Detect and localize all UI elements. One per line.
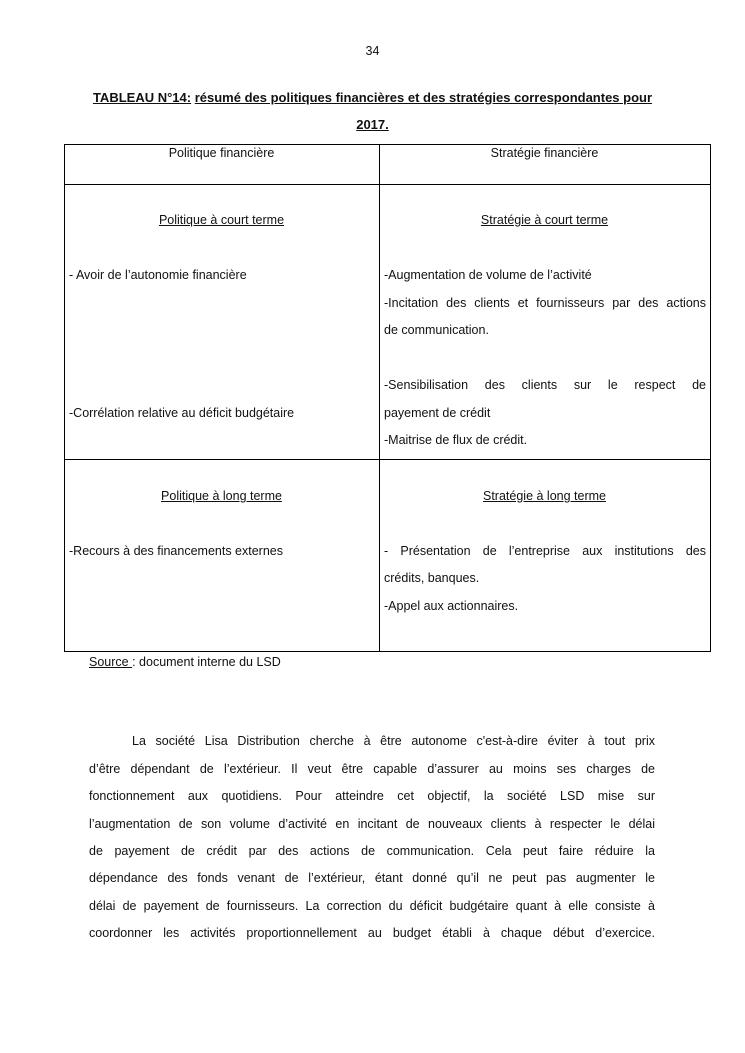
short-term-strategy-line: -Incitation des clients et fournisseurs par des actions	[384, 296, 706, 310]
table-title-label: TABLEAU N°14:	[92, 90, 192, 105]
table-title-year: 2017.	[356, 117, 389, 132]
short-term-policy-heading: Politique à court terme	[158, 213, 285, 227]
short-term-strategy-line: -Maitrise de flux de crédit.	[384, 433, 528, 447]
source-label: Source	[89, 655, 133, 669]
long-term-policy-item: -Recours à des financements externes	[69, 544, 283, 558]
source-text: : document interne du LSD	[132, 655, 281, 669]
paragraph-line: délai de payement de fournisseurs. La correction du déficit budgétaire quant à elle consiste à	[89, 899, 655, 913]
table-border-middle	[64, 459, 711, 460]
short-term-strategy-heading: Stratégie à court terme	[480, 213, 609, 227]
table-title	[80, 90, 665, 105]
short-term-policy-item: -Corrélation relative au déficit budgétaire	[69, 406, 295, 420]
table-border-header	[64, 184, 711, 185]
paragraph-line: dépendance des fonds venant de l’extérieur, étant donné qu’il ne peut pas augmenter le	[89, 871, 655, 885]
table-border-bottom	[64, 651, 711, 652]
header-strategy: Stratégie financière	[490, 146, 599, 160]
table-border-right	[710, 144, 711, 652]
short-term-strategy-line: de communication.	[384, 323, 489, 337]
paragraph-line: coordonner les activités proportionnellement au budget établi à chaque début d’exercice.	[89, 926, 655, 940]
short-term-strategy-line: -Augmentation de volume de l’activité	[384, 268, 592, 282]
table-title-text: résumé des politiques financières et des stratégies correspondantes pour	[194, 90, 653, 105]
paragraph-line: d’être dépendant de l’extérieur. Il veut être capable d’assurer au moins ses charges de	[89, 762, 655, 776]
long-term-strategy-line: crédits, banques.	[384, 571, 480, 585]
paragraph-line: fonctionnement aux quotidiens. Pour atteindre cet objectif, la société LSD mise sur	[89, 789, 655, 803]
long-term-strategy-heading: Stratégie à long terme	[483, 489, 606, 503]
long-term-strategy-line: - Présentation de l’entreprise aux institutions des	[384, 544, 706, 558]
long-term-strategy-line: -Appel aux actionnaires.	[384, 599, 519, 613]
short-term-policy-item: - Avoir de l’autonomie financière	[69, 268, 247, 282]
short-term-strategy-line: -Sensibilisation des clients sur le respect de	[384, 378, 706, 392]
paragraph-line: de payement de crédit par des actions de communication. Cela peut faire réduire la	[89, 844, 655, 858]
header-policy: Politique financière	[168, 146, 275, 160]
table-title-continued	[80, 117, 665, 132]
paragraph-line: l’augmentation de son volume d’activité en incitant de nouveaux clients à respecter le délai	[89, 817, 655, 831]
table-border-top	[64, 144, 711, 145]
short-term-strategy-line: payement de crédit	[384, 406, 491, 420]
source-note	[89, 655, 281, 669]
page-number: 34	[365, 44, 380, 58]
paragraph-line: La société Lisa Distribution cherche à être autonome c'est-à-dire éviter à tout prix	[132, 734, 655, 748]
long-term-policy-heading: Politique à long terme	[161, 489, 282, 503]
